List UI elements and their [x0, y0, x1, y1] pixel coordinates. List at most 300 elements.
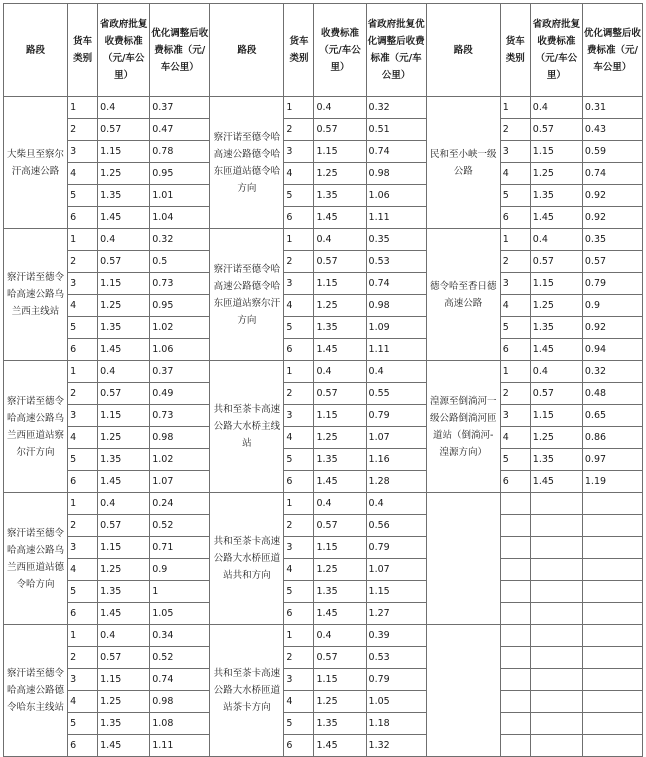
optimized-rate-cell: [582, 669, 642, 691]
optimized-rate-cell: [582, 713, 642, 735]
vehicle-class-cell: 4: [500, 295, 530, 317]
vehicle-class-cell: 5: [68, 581, 98, 603]
optimized-rate-cell: 0.55: [366, 383, 426, 405]
vehicle-class-cell: 2: [500, 383, 530, 405]
vehicle-class-cell: 2: [68, 515, 98, 537]
approved-rate-cell: 1.35: [530, 317, 582, 339]
route-name-cell: [426, 625, 500, 757]
optimized-rate-cell: 1.11: [366, 339, 426, 361]
vehicle-class-cell: 5: [500, 449, 530, 471]
table-row: [4, 559, 643, 581]
approved-rate-cell: 0.57: [530, 251, 582, 273]
table-row: [4, 647, 643, 669]
table-row: [4, 361, 643, 383]
optimized-rate-cell: 0.73: [150, 405, 210, 427]
optimized-rate-cell: [582, 647, 642, 669]
table-row: [4, 669, 643, 691]
approved-rate-cell: 1.35: [314, 317, 366, 339]
approved-rate-cell: 0.57: [98, 251, 150, 273]
optimized-rate-cell: 0.74: [366, 141, 426, 163]
approved-rate-cell: 0.57: [530, 119, 582, 141]
header-route: 路段: [4, 4, 68, 97]
vehicle-class-cell: 6: [284, 603, 314, 625]
optimized-rate-cell: 1.08: [150, 713, 210, 735]
table-row: [4, 537, 643, 559]
optimized-rate-cell: [582, 625, 642, 647]
approved-rate-cell: 1.25: [314, 559, 366, 581]
optimized-rate-cell: 0.49: [150, 383, 210, 405]
vehicle-class-cell: 6: [68, 735, 98, 757]
optimized-rate-cell: 0.37: [150, 361, 210, 383]
route-name-cell: 察汗诺至德令哈高速公路乌兰西匝道站德令哈方向: [4, 493, 68, 625]
optimized-rate-cell: 0.71: [150, 537, 210, 559]
optimized-rate-cell: 0.98: [366, 163, 426, 185]
approved-rate-cell: [530, 559, 582, 581]
approved-rate-cell: 1.15: [314, 537, 366, 559]
vehicle-class-cell: 2: [68, 647, 98, 669]
optimized-rate-cell: 0.95: [150, 163, 210, 185]
approved-rate-cell: 0.4: [98, 625, 150, 647]
vehicle-class-cell: [500, 735, 530, 757]
route-name-cell: 共和至茶卡高速公路大水桥匝道站茶卡方向: [210, 625, 284, 757]
route-name-cell: 共和至茶卡高速公路大水桥匝道站共和方向: [210, 493, 284, 625]
vehicle-class-cell: 2: [68, 383, 98, 405]
approved-rate-cell: 0.57: [98, 119, 150, 141]
optimized-rate-cell: [582, 603, 642, 625]
approved-rate-cell: 0.4: [98, 229, 150, 251]
route-name-cell: 共和至茶卡高速公路大水桥主线站: [210, 361, 284, 493]
vehicle-class-cell: 3: [500, 273, 530, 295]
optimized-rate-cell: 0.39: [366, 625, 426, 647]
vehicle-class-cell: 6: [68, 339, 98, 361]
optimized-rate-cell: 1.27: [366, 603, 426, 625]
vehicle-class-cell: 5: [68, 317, 98, 339]
optimized-rate-cell: 0.73: [150, 273, 210, 295]
vehicle-class-cell: 3: [68, 141, 98, 163]
optimized-rate-cell: 0.74: [150, 669, 210, 691]
optimized-rate-cell: 1.09: [366, 317, 426, 339]
vehicle-class-cell: 1: [500, 229, 530, 251]
vehicle-class-cell: 1: [284, 493, 314, 515]
optimized-rate-cell: 0.79: [582, 273, 642, 295]
optimized-rate-cell: [582, 537, 642, 559]
optimized-rate-cell: 0.4: [366, 493, 426, 515]
vehicle-class-cell: 6: [284, 207, 314, 229]
vehicle-class-cell: [500, 493, 530, 515]
table-row: [4, 185, 643, 207]
approved-rate-cell: 1.45: [98, 207, 150, 229]
table-row: [4, 339, 643, 361]
route-name-cell: 察汗诺至德令哈高速公路德令哈东匝道站德令哈方向: [210, 97, 284, 229]
optimized-rate-cell: 0.92: [582, 185, 642, 207]
approved-rate-cell: [530, 669, 582, 691]
optimized-rate-cell: 0.35: [366, 229, 426, 251]
route-name-cell: 民和至小峡一级公路: [426, 97, 500, 229]
vehicle-class-cell: 6: [500, 471, 530, 493]
approved-rate-cell: 1.15: [530, 141, 582, 163]
optimized-rate-cell: 0.94: [582, 339, 642, 361]
optimized-rate-cell: 1.01: [150, 185, 210, 207]
approved-rate-cell: 1.25: [98, 427, 150, 449]
optimized-rate-cell: 1.11: [366, 207, 426, 229]
table-row: [4, 251, 643, 273]
optimized-rate-cell: 1.02: [150, 317, 210, 339]
table-row: [4, 163, 643, 185]
vehicle-class-cell: 4: [68, 427, 98, 449]
approved-rate-cell: 1.15: [98, 405, 150, 427]
approved-rate-cell: 0.57: [314, 383, 366, 405]
optimized-rate-cell: 0.32: [150, 229, 210, 251]
vehicle-class-cell: 2: [68, 119, 98, 141]
optimized-rate-cell: 0.53: [366, 251, 426, 273]
approved-rate-cell: 1.45: [98, 603, 150, 625]
optimized-rate-cell: 1.05: [366, 691, 426, 713]
optimized-rate-cell: 0.95: [150, 295, 210, 317]
optimized-rate-cell: 1.19: [582, 471, 642, 493]
approved-rate-cell: 1.35: [98, 581, 150, 603]
optimized-rate-cell: 0.53: [366, 647, 426, 669]
approved-rate-cell: [530, 493, 582, 515]
optimized-rate-cell: 0.5: [150, 251, 210, 273]
approved-rate-cell: 1.25: [530, 163, 582, 185]
approved-rate-cell: [530, 581, 582, 603]
header-route: 路段: [426, 4, 500, 97]
vehicle-class-cell: [500, 669, 530, 691]
approved-rate-cell: 1.15: [98, 537, 150, 559]
vehicle-class-cell: [500, 603, 530, 625]
vehicle-class-cell: 3: [284, 669, 314, 691]
table-row: [4, 471, 643, 493]
optimized-rate-cell: 0.57: [582, 251, 642, 273]
optimized-rate-cell: 0.92: [582, 207, 642, 229]
header-approved-rate: 省政府批复收费标准（元/车公里）: [98, 4, 150, 97]
approved-rate-cell: 0.57: [314, 515, 366, 537]
optimized-rate-cell: 0.79: [366, 405, 426, 427]
vehicle-class-cell: 3: [68, 405, 98, 427]
vehicle-class-cell: 5: [284, 317, 314, 339]
approved-rate-cell: 1.35: [314, 713, 366, 735]
vehicle-class-cell: 2: [68, 251, 98, 273]
header-optimized-rate: 优化调整后收费标准（元/车公里）: [150, 4, 210, 97]
vehicle-class-cell: 1: [68, 493, 98, 515]
approved-rate-cell: 1.25: [530, 295, 582, 317]
approved-rate-cell: 1.25: [314, 427, 366, 449]
optimized-rate-cell: 1.32: [366, 735, 426, 757]
optimized-rate-cell: 0.37: [150, 97, 210, 119]
vehicle-class-cell: [500, 713, 530, 735]
approved-rate-cell: 1.45: [314, 471, 366, 493]
vehicle-class-cell: 4: [284, 691, 314, 713]
approved-rate-cell: [530, 603, 582, 625]
route-name-cell: 湟源至倒淌河一级公路倒淌河匝道站（倒淌河-湟源方向）: [426, 361, 500, 493]
approved-rate-cell: 1.45: [98, 471, 150, 493]
optimized-rate-cell: [582, 735, 642, 757]
vehicle-class-cell: 3: [284, 141, 314, 163]
approved-rate-cell: 0.57: [314, 119, 366, 141]
vehicle-class-cell: 3: [68, 669, 98, 691]
vehicle-class-cell: 3: [68, 273, 98, 295]
optimized-rate-cell: 1.07: [366, 427, 426, 449]
vehicle-class-cell: 4: [68, 295, 98, 317]
optimized-rate-cell: 0.9: [150, 559, 210, 581]
optimized-rate-cell: 0.92: [582, 317, 642, 339]
vehicle-class-cell: 4: [68, 559, 98, 581]
vehicle-class-cell: 1: [284, 361, 314, 383]
optimized-rate-cell: 1.07: [366, 559, 426, 581]
header-row: [4, 4, 643, 97]
optimized-rate-cell: [582, 493, 642, 515]
optimized-rate-cell: 1.07: [150, 471, 210, 493]
optimized-rate-cell: 1.06: [366, 185, 426, 207]
vehicle-class-cell: [500, 537, 530, 559]
optimized-rate-cell: 0.97: [582, 449, 642, 471]
approved-rate-cell: 0.4: [530, 361, 582, 383]
optimized-rate-cell: 0.78: [150, 141, 210, 163]
table-row: [4, 383, 643, 405]
vehicle-class-cell: [500, 625, 530, 647]
optimized-rate-cell: 0.48: [582, 383, 642, 405]
approved-rate-cell: 1.25: [98, 163, 150, 185]
optimized-rate-cell: 0.52: [150, 647, 210, 669]
optimized-rate-cell: 1.05: [150, 603, 210, 625]
vehicle-class-cell: 6: [500, 207, 530, 229]
table-row: [4, 449, 643, 471]
approved-rate-cell: 0.4: [98, 361, 150, 383]
vehicle-class-cell: 5: [284, 713, 314, 735]
table-row: [4, 603, 643, 625]
vehicle-class-cell: 6: [284, 735, 314, 757]
vehicle-class-cell: [500, 647, 530, 669]
optimized-rate-cell: 1: [150, 581, 210, 603]
approved-rate-cell: [530, 691, 582, 713]
optimized-rate-cell: [582, 559, 642, 581]
optimized-rate-cell: 0.74: [366, 273, 426, 295]
table-row: [4, 405, 643, 427]
vehicle-class-cell: 6: [68, 603, 98, 625]
approved-rate-cell: 0.57: [314, 647, 366, 669]
approved-rate-cell: [530, 713, 582, 735]
vehicle-class-cell: 3: [500, 405, 530, 427]
approved-rate-cell: 1.15: [98, 141, 150, 163]
approved-rate-cell: 0.4: [314, 625, 366, 647]
vehicle-class-cell: 3: [284, 273, 314, 295]
table-row: [4, 493, 643, 515]
optimized-rate-cell: 0.35: [582, 229, 642, 251]
route-name-cell: 察汗诺至德令哈高速公路德令哈东主线站: [4, 625, 68, 757]
approved-rate-cell: 0.4: [314, 493, 366, 515]
table-row: [4, 141, 643, 163]
vehicle-class-cell: 4: [500, 427, 530, 449]
approved-rate-cell: 0.57: [314, 251, 366, 273]
approved-rate-cell: [530, 625, 582, 647]
vehicle-class-cell: 2: [284, 119, 314, 141]
optimized-rate-cell: 0.59: [582, 141, 642, 163]
table-row: [4, 691, 643, 713]
approved-rate-cell: 1.35: [530, 185, 582, 207]
approved-rate-cell: 1.45: [530, 471, 582, 493]
vehicle-class-cell: 1: [500, 97, 530, 119]
vehicle-class-cell: 4: [284, 295, 314, 317]
vehicle-class-cell: 3: [284, 405, 314, 427]
approved-rate-cell: 1.45: [530, 207, 582, 229]
optimized-rate-cell: 0.32: [366, 97, 426, 119]
optimized-rate-cell: 0.32: [582, 361, 642, 383]
approved-rate-cell: 1.15: [314, 405, 366, 427]
header-route: 路段: [210, 4, 284, 97]
vehicle-class-cell: 5: [284, 185, 314, 207]
table-row: [4, 317, 643, 339]
vehicle-class-cell: 5: [68, 185, 98, 207]
optimized-rate-cell: [582, 515, 642, 537]
vehicle-class-cell: 6: [500, 339, 530, 361]
approved-rate-cell: 1.45: [98, 735, 150, 757]
optimized-rate-cell: 0.98: [366, 295, 426, 317]
table-row: [4, 581, 643, 603]
table-row: [4, 735, 643, 757]
table-row: [4, 625, 643, 647]
approved-rate-cell: 1.25: [98, 559, 150, 581]
optimized-rate-cell: 1.16: [366, 449, 426, 471]
approved-rate-cell: 1.35: [530, 449, 582, 471]
route-name-cell: 大柴旦至察尔汗高速公路: [4, 97, 68, 229]
vehicle-class-cell: [500, 515, 530, 537]
vehicle-class-cell: 1: [284, 97, 314, 119]
approved-rate-cell: 1.25: [314, 691, 366, 713]
approved-rate-cell: 1.45: [314, 603, 366, 625]
approved-rate-cell: 1.25: [98, 691, 150, 713]
vehicle-class-cell: 5: [68, 449, 98, 471]
approved-rate-cell: 1.35: [98, 449, 150, 471]
vehicle-class-cell: 1: [68, 361, 98, 383]
approved-rate-cell: 0.4: [314, 361, 366, 383]
optimized-rate-cell: 0.65: [582, 405, 642, 427]
optimized-rate-cell: 1.11: [150, 735, 210, 757]
vehicle-class-cell: 2: [284, 515, 314, 537]
approved-rate-cell: 1.25: [314, 163, 366, 185]
optimized-rate-cell: 0.79: [366, 537, 426, 559]
approved-rate-cell: 1.35: [98, 713, 150, 735]
vehicle-class-cell: 3: [500, 141, 530, 163]
optimized-rate-cell: 0.31: [582, 97, 642, 119]
vehicle-class-cell: [500, 559, 530, 581]
optimized-rate-cell: 0.98: [150, 427, 210, 449]
vehicle-class-cell: 2: [284, 251, 314, 273]
optimized-rate-cell: 0.43: [582, 119, 642, 141]
vehicle-class-cell: 6: [284, 471, 314, 493]
vehicle-class-cell: 2: [284, 647, 314, 669]
toll-rate-table: [3, 3, 643, 757]
approved-rate-cell: 0.4: [98, 493, 150, 515]
approved-rate-cell: 1.25: [314, 295, 366, 317]
approved-rate-cell: 1.15: [98, 669, 150, 691]
table-row: [4, 229, 643, 251]
vehicle-class-cell: 4: [284, 427, 314, 449]
optimized-rate-cell: 0.86: [582, 427, 642, 449]
table-row: [4, 119, 643, 141]
optimized-rate-cell: 0.9: [582, 295, 642, 317]
approved-rate-cell: 1.25: [530, 427, 582, 449]
table-body: [4, 97, 643, 757]
approved-rate-cell: 1.45: [314, 339, 366, 361]
approved-rate-cell: 0.4: [98, 97, 150, 119]
vehicle-class-cell: 5: [284, 449, 314, 471]
vehicle-class-cell: 1: [68, 625, 98, 647]
vehicle-class-cell: 5: [284, 581, 314, 603]
optimized-rate-cell: 1.04: [150, 207, 210, 229]
vehicle-class-cell: 3: [68, 537, 98, 559]
approved-rate-cell: 1.15: [314, 141, 366, 163]
approved-rate-cell: 1.35: [314, 185, 366, 207]
approved-rate-cell: 0.57: [98, 647, 150, 669]
optimized-rate-cell: 0.51: [366, 119, 426, 141]
vehicle-class-cell: 3: [284, 537, 314, 559]
vehicle-class-cell: 4: [68, 163, 98, 185]
header-approved-rate: 省政府批复收费标准（元/车公里）: [530, 4, 582, 97]
optimized-rate-cell: 0.4: [366, 361, 426, 383]
route-name-cell: [426, 493, 500, 625]
approved-rate-cell: 1.35: [98, 185, 150, 207]
header-optimized-rate: 省政府批复优化调整后收费标准（元/车公里）: [366, 4, 426, 97]
approved-rate-cell: [530, 537, 582, 559]
vehicle-class-cell: 2: [500, 119, 530, 141]
optimized-rate-cell: 0.52: [150, 515, 210, 537]
approved-rate-cell: 1.45: [314, 735, 366, 757]
vehicle-class-cell: 4: [284, 559, 314, 581]
vehicle-class-cell: 1: [500, 361, 530, 383]
approved-rate-cell: 1.15: [314, 273, 366, 295]
table-row: [4, 273, 643, 295]
vehicle-class-cell: 4: [68, 691, 98, 713]
header-optimized-rate: 优化调整后收费标准（元/车公里）: [582, 4, 642, 97]
table-row: [4, 515, 643, 537]
vehicle-class-cell: 6: [284, 339, 314, 361]
approved-rate-cell: 1.45: [98, 339, 150, 361]
approved-rate-cell: 0.4: [530, 97, 582, 119]
optimized-rate-cell: 0.74: [582, 163, 642, 185]
approved-rate-cell: [530, 515, 582, 537]
table-row: [4, 427, 643, 449]
optimized-rate-cell: 0.24: [150, 493, 210, 515]
table-row: [4, 295, 643, 317]
vehicle-class-cell: 5: [500, 317, 530, 339]
approved-rate-cell: 0.57: [98, 515, 150, 537]
vehicle-class-cell: 4: [284, 163, 314, 185]
vehicle-class-cell: 4: [500, 163, 530, 185]
vehicle-class-cell: 1: [68, 229, 98, 251]
optimized-rate-cell: 0.98: [150, 691, 210, 713]
optimized-rate-cell: 0.34: [150, 625, 210, 647]
approved-rate-cell: 0.4: [314, 97, 366, 119]
approved-rate-cell: 1.35: [314, 581, 366, 603]
approved-rate-cell: [530, 735, 582, 757]
table-row: [4, 207, 643, 229]
approved-rate-cell: 1.15: [530, 273, 582, 295]
approved-rate-cell: 0.57: [530, 383, 582, 405]
optimized-rate-cell: [582, 691, 642, 713]
header-vehicle-class: 货车类别: [284, 4, 314, 97]
header-approved-rate: 收费标准（元/车公里）: [314, 4, 366, 97]
optimized-rate-cell: 0.79: [366, 669, 426, 691]
vehicle-class-cell: [500, 581, 530, 603]
optimized-rate-cell: 1.02: [150, 449, 210, 471]
table-row: [4, 713, 643, 735]
vehicle-class-cell: [500, 691, 530, 713]
optimized-rate-cell: 1.15: [366, 581, 426, 603]
approved-rate-cell: 0.4: [530, 229, 582, 251]
vehicle-class-cell: 1: [284, 229, 314, 251]
vehicle-class-cell: 5: [500, 185, 530, 207]
approved-rate-cell: 1.15: [314, 669, 366, 691]
